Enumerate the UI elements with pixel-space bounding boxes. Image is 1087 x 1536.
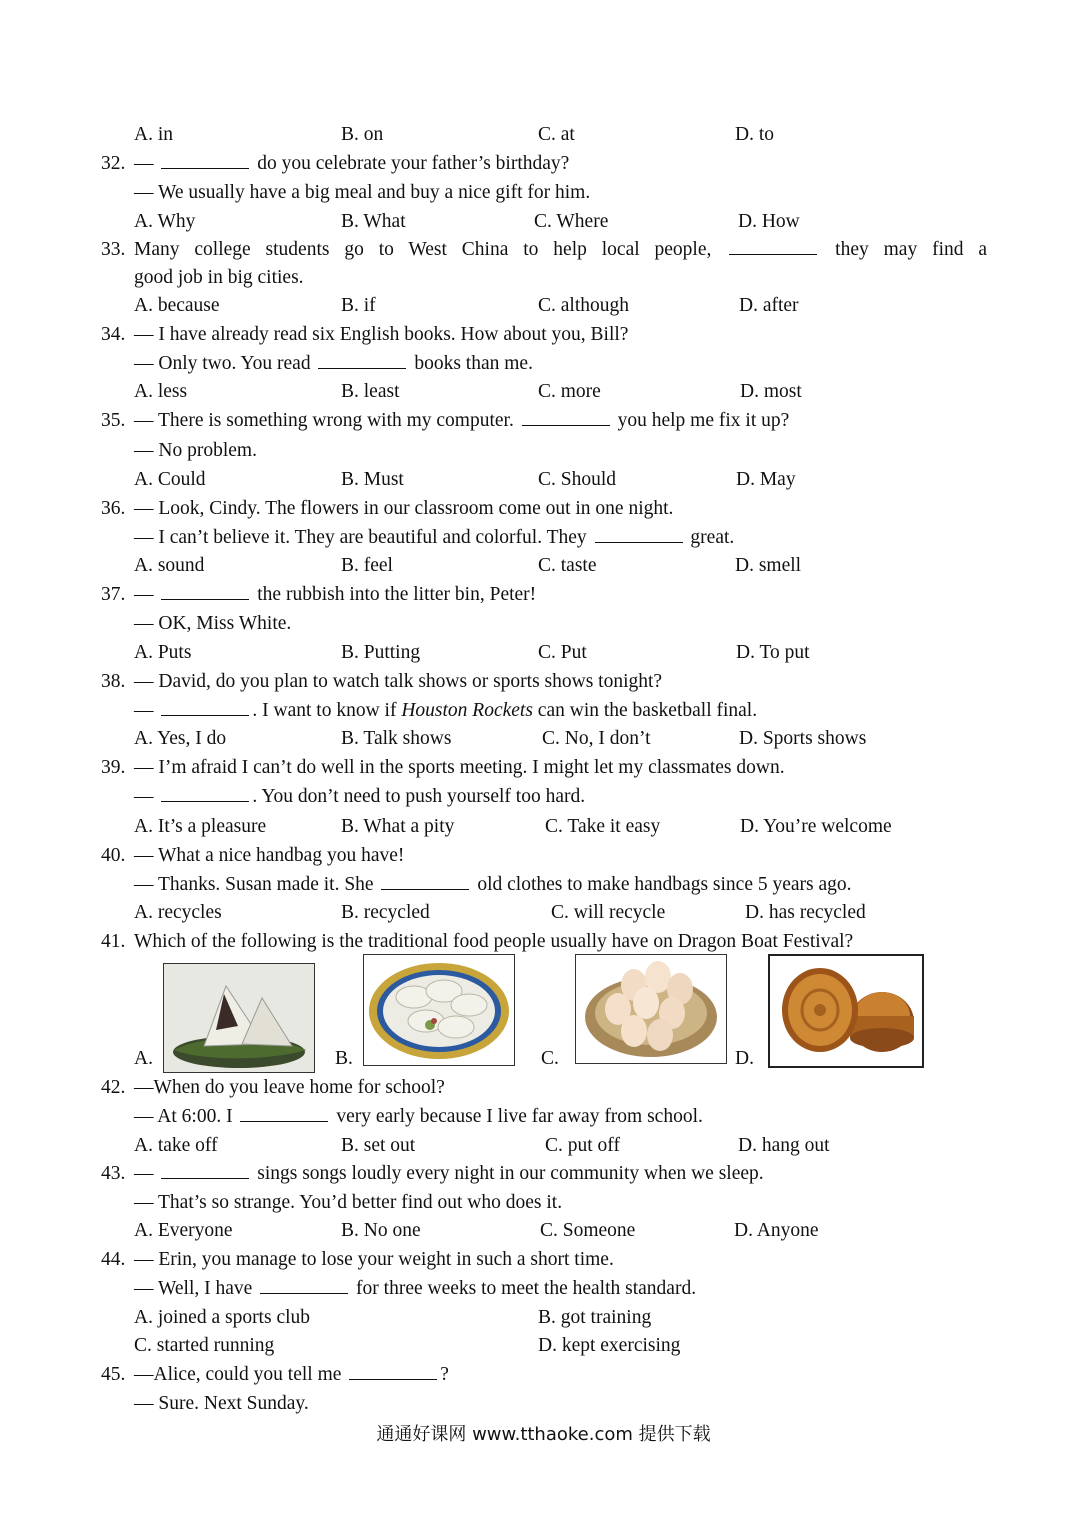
q41-option-d: D. (735, 1048, 754, 1069)
q40-option-c: C. will recycle (551, 902, 666, 923)
q33-line2: good job in big cities. (134, 267, 304, 288)
q36-option-d: D. smell (735, 555, 802, 576)
q38-option-c: C. No, I don’t (542, 728, 651, 749)
q36-number: 36. (101, 498, 126, 519)
q38-option-d: D. Sports shows (739, 728, 867, 749)
q35-number: 35. (101, 410, 126, 431)
q42-option-d: D. hang out (738, 1135, 830, 1156)
q36-line2: — I can’t believe it. They are beautiful and colorful. They great. (134, 527, 735, 548)
q39-option-b: B. What a pity (341, 816, 455, 837)
q33-option-b: B. if (341, 295, 376, 316)
q42-line1: —When do you leave home for school? (134, 1077, 445, 1098)
q42-option-a: A. take off (134, 1135, 218, 1156)
q33-option-a: A. because (134, 295, 220, 316)
answer-blank (161, 584, 249, 600)
q41-option-b: B. (335, 1048, 353, 1069)
answer-blank (729, 239, 817, 255)
q44-option-d: D. kept exercising (538, 1335, 681, 1356)
q40-line2: — Thanks. Susan made it. She old clothes to make handbags since 5 years ago. (134, 874, 852, 895)
q33-line1: Many college students go to West China to help local people, they may find a (134, 239, 988, 260)
q37-option-d: D. To put (736, 642, 810, 663)
q43-number: 43. (101, 1163, 126, 1184)
q44-line2: — Well, I have for three weeks to meet the health standard. (134, 1278, 697, 1299)
q42-number: 42. (101, 1077, 126, 1098)
answer-blank (161, 700, 249, 716)
q34-option-b: B. least (341, 381, 400, 402)
dumplings-image (363, 954, 515, 1066)
q39-option-a: A. It’s a pleasure (134, 816, 267, 837)
answer-blank (240, 1106, 328, 1122)
q39-number: 39. (101, 757, 126, 778)
q42-option-c: C. put off (545, 1135, 620, 1156)
q34-option-d: D. most (740, 381, 802, 402)
q37-option-b: B. Putting (341, 642, 421, 663)
q39-line2: — . You don’t need to push yourself too hard. (134, 786, 586, 807)
q32-option-a: A. Why (134, 211, 196, 232)
q34-line2: — Only two. You read books than me. (134, 353, 533, 374)
q32-option-c: C. Where (534, 211, 609, 232)
q31-option-d: D. to (735, 124, 774, 145)
q37-line2: — OK, Miss White. (134, 613, 292, 634)
q34-number: 34. (101, 324, 126, 345)
q37-option-a: A. Puts (134, 642, 192, 663)
q33-option-c: C. although (538, 295, 629, 316)
q37-option-c: C. Put (538, 642, 587, 663)
q36-line1: — Look, Cindy. The flowers in our classroom come out in one night. (134, 498, 674, 519)
q34-line1: — I have already read six English books. How about you, Bill? (134, 324, 629, 345)
answer-blank (161, 1163, 249, 1179)
q43-option-d: D. Anyone (734, 1220, 819, 1241)
q35-option-c: C. Should (538, 469, 617, 490)
q34-option-a: A. less (134, 381, 188, 402)
q35-option-d: D. May (736, 469, 796, 490)
download-footer: 通通好课网 www.tthaoke.com 提供下载 (376, 1424, 711, 1445)
q32-line2: — We usually have a big meal and buy a nice gift for him. (134, 182, 591, 203)
q40-line1: — What a nice handbag you have! (134, 845, 405, 866)
q45-number: 45. (101, 1364, 126, 1385)
q44-option-c: C. started running (134, 1335, 275, 1356)
q41-number: 41. (101, 931, 126, 952)
q43-option-b: B. No one (341, 1220, 421, 1241)
answer-blank (595, 527, 683, 543)
q37-line1: — the rubbish into the litter bin, Peter! (134, 584, 537, 605)
q33-option-d: D. after (739, 295, 799, 316)
q38-option-b: B. Talk shows (341, 728, 452, 749)
q32-number: 32. (101, 153, 126, 174)
answer-blank (381, 874, 469, 890)
q44-option-b: B. got training (538, 1307, 652, 1328)
answer-blank (161, 786, 249, 802)
q43-line2: — That’s so strange. You’d better find out who does it. (134, 1192, 563, 1213)
zongzi-image (163, 963, 315, 1073)
q42-option-b: B. set out (341, 1135, 416, 1156)
q32-option-b: B. What (341, 211, 406, 232)
q42-line2: — At 6:00. I very early because I live far away from school. (134, 1106, 703, 1127)
q40-option-b: B. recycled (341, 902, 430, 923)
q39-option-d: D. You’re welcome (740, 816, 892, 837)
q39-line1: — I’m afraid I can’t do well in the sports meeting. I might let my classmates down. (134, 757, 785, 778)
q40-number: 40. (101, 845, 126, 866)
q43-option-a: A. Everyone (134, 1220, 233, 1241)
answer-blank (522, 410, 610, 426)
answer-blank (318, 353, 406, 369)
answer-blank (349, 1364, 437, 1380)
q31-option-c: C. at (538, 124, 575, 145)
q45-line2: — Sure. Next Sunday. (134, 1393, 309, 1414)
q40-option-d: D. has recycled (745, 902, 866, 923)
mooncakes-image (768, 954, 924, 1068)
answer-blank (260, 1278, 348, 1294)
q44-number: 44. (101, 1249, 126, 1270)
q38-number: 38. (101, 671, 126, 692)
q32-option-d: D. How (738, 211, 800, 232)
q35-option-a: A. Could (134, 469, 206, 490)
q33-number: 33. (101, 239, 126, 260)
q32-line1: — do you celebrate your father’s birthday? (134, 153, 570, 174)
q31-option-a: A. in (134, 124, 173, 145)
q41-option-c: C. (541, 1048, 559, 1069)
q35-line2: — No problem. (134, 440, 257, 461)
q43-line1: — sings songs loudly every night in our community when we sleep. (134, 1163, 764, 1184)
q40-option-a: A. recycles (134, 902, 222, 923)
q41-option-a: A. (134, 1048, 153, 1069)
q38-line1: — David, do you plan to watch talk shows or sports shows tonight? (134, 671, 663, 692)
q36-option-c: C. taste (538, 555, 597, 576)
answer-blank (161, 153, 249, 169)
q39-option-c: C. Take it easy (545, 816, 661, 837)
q38-line2: — . I want to know if Houston Rockets can win the basketball final. (134, 700, 758, 721)
q44-option-a: A. joined a sports club (134, 1307, 311, 1328)
q45-line1: —Alice, could you tell me ? (134, 1364, 449, 1385)
q35-line1: — There is something wrong with my computer. you help me fix it up? (134, 410, 790, 431)
q35-option-b: B. Must (341, 469, 404, 490)
q37-number: 37. (101, 584, 126, 605)
q31-option-b: B. on (341, 124, 384, 145)
q44-line1: — Erin, you manage to lose your weight in such a short time. (134, 1249, 614, 1270)
q41-line1: Which of the following is the traditional food people usually have on Dragon Boat Festival? (134, 931, 854, 952)
q38-option-a: A. Yes, I do (134, 728, 227, 749)
q43-option-c: C. Someone (540, 1220, 636, 1241)
q34-option-c: C. more (538, 381, 601, 402)
eggs-image (575, 954, 727, 1064)
q36-option-b: B. feel (341, 555, 393, 576)
q36-option-a: A. sound (134, 555, 205, 576)
